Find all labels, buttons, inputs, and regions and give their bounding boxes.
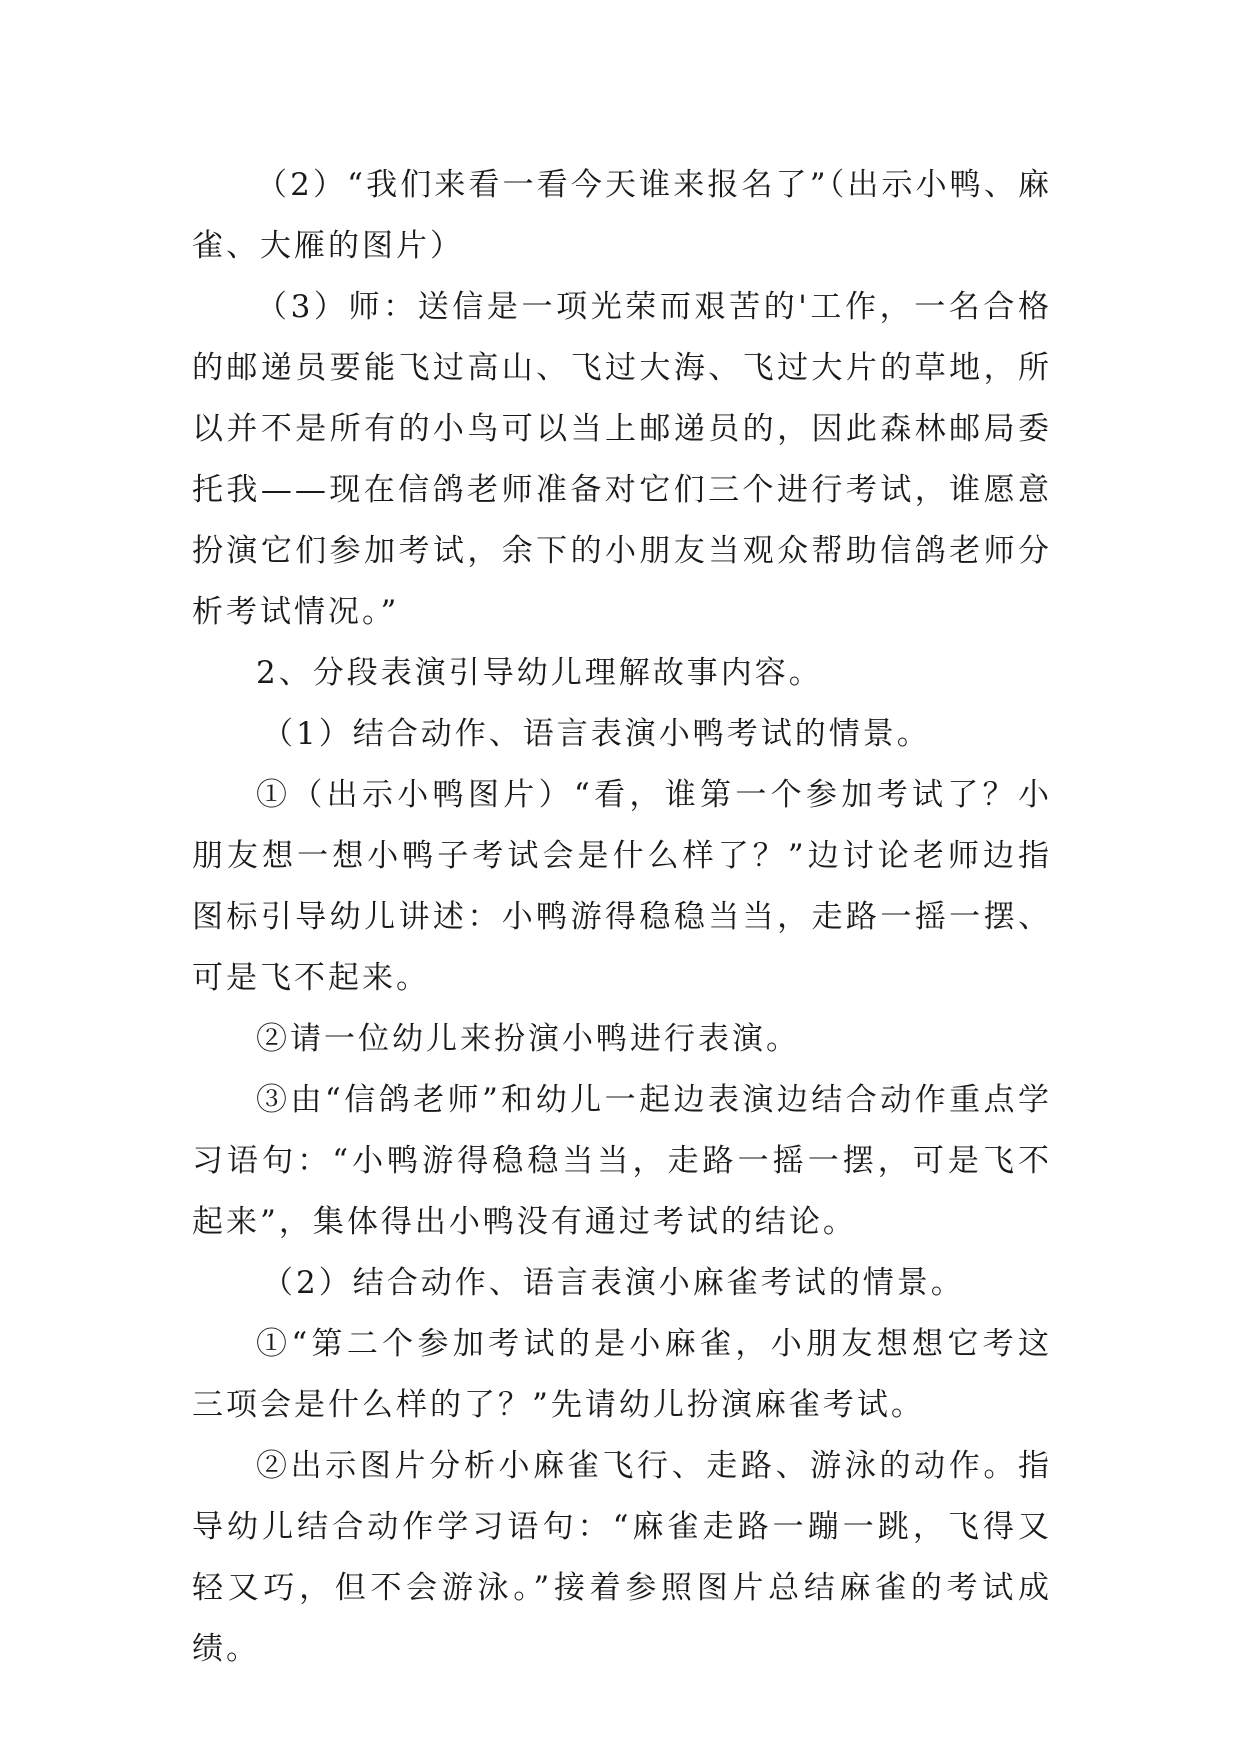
paragraph-sparrow-heading: （2）结合动作、语言表演小麻雀考试的情景。 <box>262 1265 965 1301</box>
paragraph-duck-heading: （1）结合动作、语言表演小鸭考试的情景。 <box>262 716 931 752</box>
paragraph-duck-step-2: ②请一位幼儿来扮演小鸭进行表演。 <box>256 1021 800 1057</box>
paragraph-report-question: （2）“我们来看一看今天谁来报名了”（出示小鸭、麻雀、大雁的图片） <box>192 167 1052 264</box>
paragraph-duck-step-3: ③由“信鸽老师”和幼儿一起边表演边结合动作重点学习语句：“小鸭游得稳稳当当，走路一摇一摆，可是飞不起来”，集体得出小鸭没有通过考试的结论。 <box>192 1082 1052 1240</box>
paragraph-section-heading: 2、分段表演引导幼儿理解故事内容。 <box>256 655 823 691</box>
paragraph-sparrow-step-1: ①“第二个参加考试的是小麻雀，小朋友想想它考这三项会是什么样的了？”先请幼儿扮演麻雀考试。 <box>192 1326 1052 1423</box>
paragraph-teacher-intro: （3）师：送信是一项光荣而艰苦的'工作，一名合格的邮递员要能飞过高山、飞过大海、飞过大片的草地，所以并不是所有的小鸟可以当上邮递员的，因此森林邮局委托我——现在信鸽老师准备对它们三个进行考试，谁愿意扮演它们参加考试，余下的小朋友当观众帮助信鸽老师分析考试情况。” <box>192 289 1052 630</box>
paragraph-sparrow-step-2: ②出示图片分析小麻雀飞行、走路、游泳的动作。指导幼儿结合动作学习语句：“麻雀走路一蹦一跳，飞得又轻又巧，但不会游泳。”接着参照图片总结麻雀的考试成绩。 <box>192 1448 1052 1667</box>
document-body <box>192 155 1052 1680</box>
paragraph-duck-step-1: ①（出示小鸭图片）“看，谁第一个参加考试了？小朋友想一想小鸭子考试会是什么样了？”边讨论老师边指图标引导幼儿讲述：小鸭游得稳稳当当，走路一摇一摆、可是飞不起来。 <box>192 777 1052 996</box>
